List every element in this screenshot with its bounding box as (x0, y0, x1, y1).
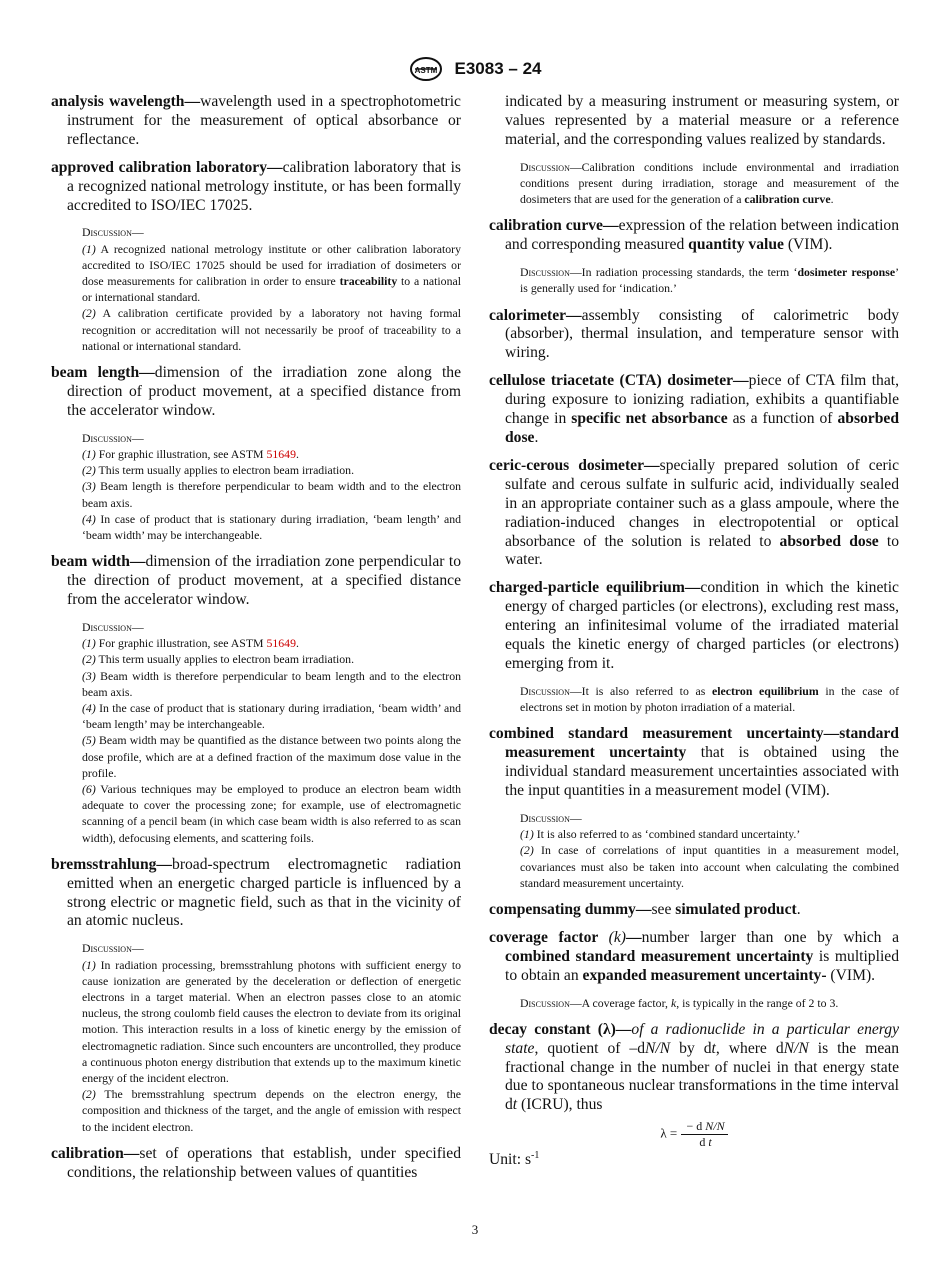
term-calibration: calibration—set of operations that establish, under specified conditions, the relationship between values of quantities (51, 1144, 461, 1181)
astm-51649-link[interactable]: 51649 (266, 636, 296, 651)
term-ceric-cerous-dosimeter: ceric-cerous dosimeter—specially prepared solution of ceric sulfate and cerous sulfate in sulfuric acid, individually sealed in an appropriate container such as a glass ampoule, where the radiation-induced changes in electropotential or optical absorbance of the solution is related to absorbed dose to water. (489, 456, 900, 569)
term-bremsstrahlung: bremsstrahlung—broad-spectrum electromagnetic radiation emitted when an energetic charged particle is influenced by a strong electric or magnetic field, such as that in the vicinity of an atomic nucleus. (51, 855, 461, 930)
decay-equation: λ = $\frac{\text{− d N/N}}{\text{d t}}$ (489, 1119, 899, 1150)
term-calorimeter: calorimeter—assembly consisting of calorimetric body (absorber), thermal insulation, and temperature sensor with wiring. (489, 306, 899, 362)
term-cta-dosimeter: cellulose triacetate (CTA) dosimeter—piece of CTA film that, during exposure to ionizing radiation, exhibits a quantifiable change in specific net absorbance as a function of absorbed dose. (489, 372, 900, 446)
discussion-calibration: Discussion—Calibration conditions include environmental and irradiation conditions present during irradiation, storage and measurement of the dosimeters that are used for the generation of a calibration curve. (520, 159, 899, 207)
term-beam-length: beam length—dimension of the irradiation zone along the direction of product movement, at a specified distance from the accelerator window. (51, 364, 462, 419)
discussion-coverage: Discussion—A coverage factor, k, is typically in the range of 2 to 3. (520, 995, 839, 1010)
left-column (51, 93, 461, 1192)
term-decay-constant: decay constant (λ)—of a radionuclide in a particular energy state, quotient of –dN/N by dt, where dN/N is the mean fractional change in the number of nuclei in that energy state due to spontaneous nuclear transformations in the time interval dt (ICRU), thus (489, 1020, 899, 1114)
equation-fraction: $\frac{\text{− d N/N}}{\text{d t}}$ (681, 1119, 728, 1150)
term-combined-standard-uncertainty: combined standard measurement uncertainty—standard measurement uncertainty that is obtained using the individual standard measurement uncertainties associated with the input quantities in a measurement model (VIM). (489, 725, 899, 799)
discussion-beam-width: Discussion— (1) For graphic illustration, see ASTM 51649. (2) This term usually applies to electron beam irradiation. (3) Beam width is therefore perpendicular to beam length and to the electron beam axis. (4) In the case of product that is stationary during irradiation, ‘beam width’ and ‘beam length’ may be interchangeable. (5) Beam width may be quantified as the distance between two points along the dose profile, which are at a defined fraction of the maximum dose value in the profile. (6) Various techniques may be employed to produce an electron beam width adequate to cover the processing zone; for example, use of electromagnetic scanning of a pencil beam (in which case beam width is also referred to as scan width), defocusing elements, and scattering foils. (82, 619, 461, 845)
page-header (0, 56, 950, 82)
discussion-calibration-curve: Discussion—In radiation processing standards, the term ‘dosimeter response’ is generally used for ‘indication.’ (520, 265, 899, 296)
discussion-beam-length: Discussion— (1) For graphic illustration, see ASTM 51649. (2) This term usually applies to electron beam irradiation. (3) Beam length is therefore perpendicular to beam width and to the electron beam axis. (4) In case of product that is stationary during irradiation, ‘beam length’ and ‘beam width’ may be interchangeable. (82, 430, 461, 542)
term-calibration-curve: calibration curve—expression of the relation between indication and corresponding measured quantity value (VIM). (489, 217, 899, 254)
term-compensating-dummy: compensating dummy—see simulated product. (489, 900, 801, 918)
page-number: 3 (471, 1222, 479, 1237)
term-coverage-factor: coverage factor (k)—number larger than one by which a combined standard measurement uncertainty is multiplied to obtain an expanded measurement uncertainty- (VIM). (489, 928, 899, 984)
term-charged-particle-equilibrium: charged-particle equilibrium—condition in which the kinetic energy of charged particles (or electrons), excluding rest mass, entering an infinitesimal volume of the irradiated material equals the kinetic energy of charged particles (or electrons) emerging from it. (489, 579, 899, 672)
term-beam-width: beam width—dimension of the irradiation zone perpendicular to the direction of product movement, at a specified distance from the accelerator window. (51, 553, 461, 609)
unit-line: Unit: $s^{-1}$ (489, 1150, 540, 1169)
astm-51649-link[interactable]: 51649 (266, 446, 296, 461)
term-analysis-wavelength: analysis wavelength—wavelength used in a spectrophotometric instrument for the measurement of optical absorbance or reflectance. (51, 93, 461, 148)
discussion-bremsstrahlung: Discussion— (1) In radiation processing, bremsstrahlung photons with sufficient energy to cause ionization are generated by the deceleration or deflection of energetic electrons in a target material. When an electron passes close to an atomic nucleus, the strong coulomb field causes the electron to deviate from its original motion. This interaction results in a loss of kinetic energy by the emission of electromagnetic radiation. Since such encounters are uncontrolled, they produce a continuous photon energy distribution that extends up to the maximum kinetic energy of the incident electron. (2) The bremsstrahlung spectrum depends on the electron energy, the composition and thickness of the target, and the angle of emission with respect to the incident electron. (82, 941, 461, 1134)
standard-number: E3083 – 24 (454, 59, 542, 78)
calibration-continued: indicated by a measuring instrument or measuring system, or values represented by a material measure or a reference material, and the corresponding values realized by standards. (505, 93, 899, 148)
discussion-approved-lab: Discussion— (1) A recognized national metrology institute or other calibration laboratory accredited to ISO/IEC 17025 should be used for irradiation of dosimeters or dose measurements for calibration in order to ensure traceability to a national or international standard. (2) A calibration certificate provided by a laboratory not having formal recognition or accreditation will not necessarily be proof of traceability to a national or international standard. (82, 225, 461, 353)
astm-logo-icon (409, 56, 443, 82)
discussion-cpe: Discussion—It is also referred to as electron equilibrium in the case of electrons set in motion by photon irradiation of a material. (520, 683, 899, 715)
term-approved-calibration-laboratory: approved calibration laboratory—calibration laboratory that is a recognized national metrology institute, or has been formally accredited to ISO/IEC 17025. (51, 158, 461, 214)
svg-text:ASTM: ASTM (414, 66, 437, 75)
right-column (489, 93, 899, 1169)
discussion-csmu: Discussion— (1) It is also referred to as ‘combined standard uncertainty.’ (2) In case of correlations of input quantities in a measurement model, covariances must also be taken into account when calculating the combined standard measurement uncertainty. (520, 810, 899, 890)
